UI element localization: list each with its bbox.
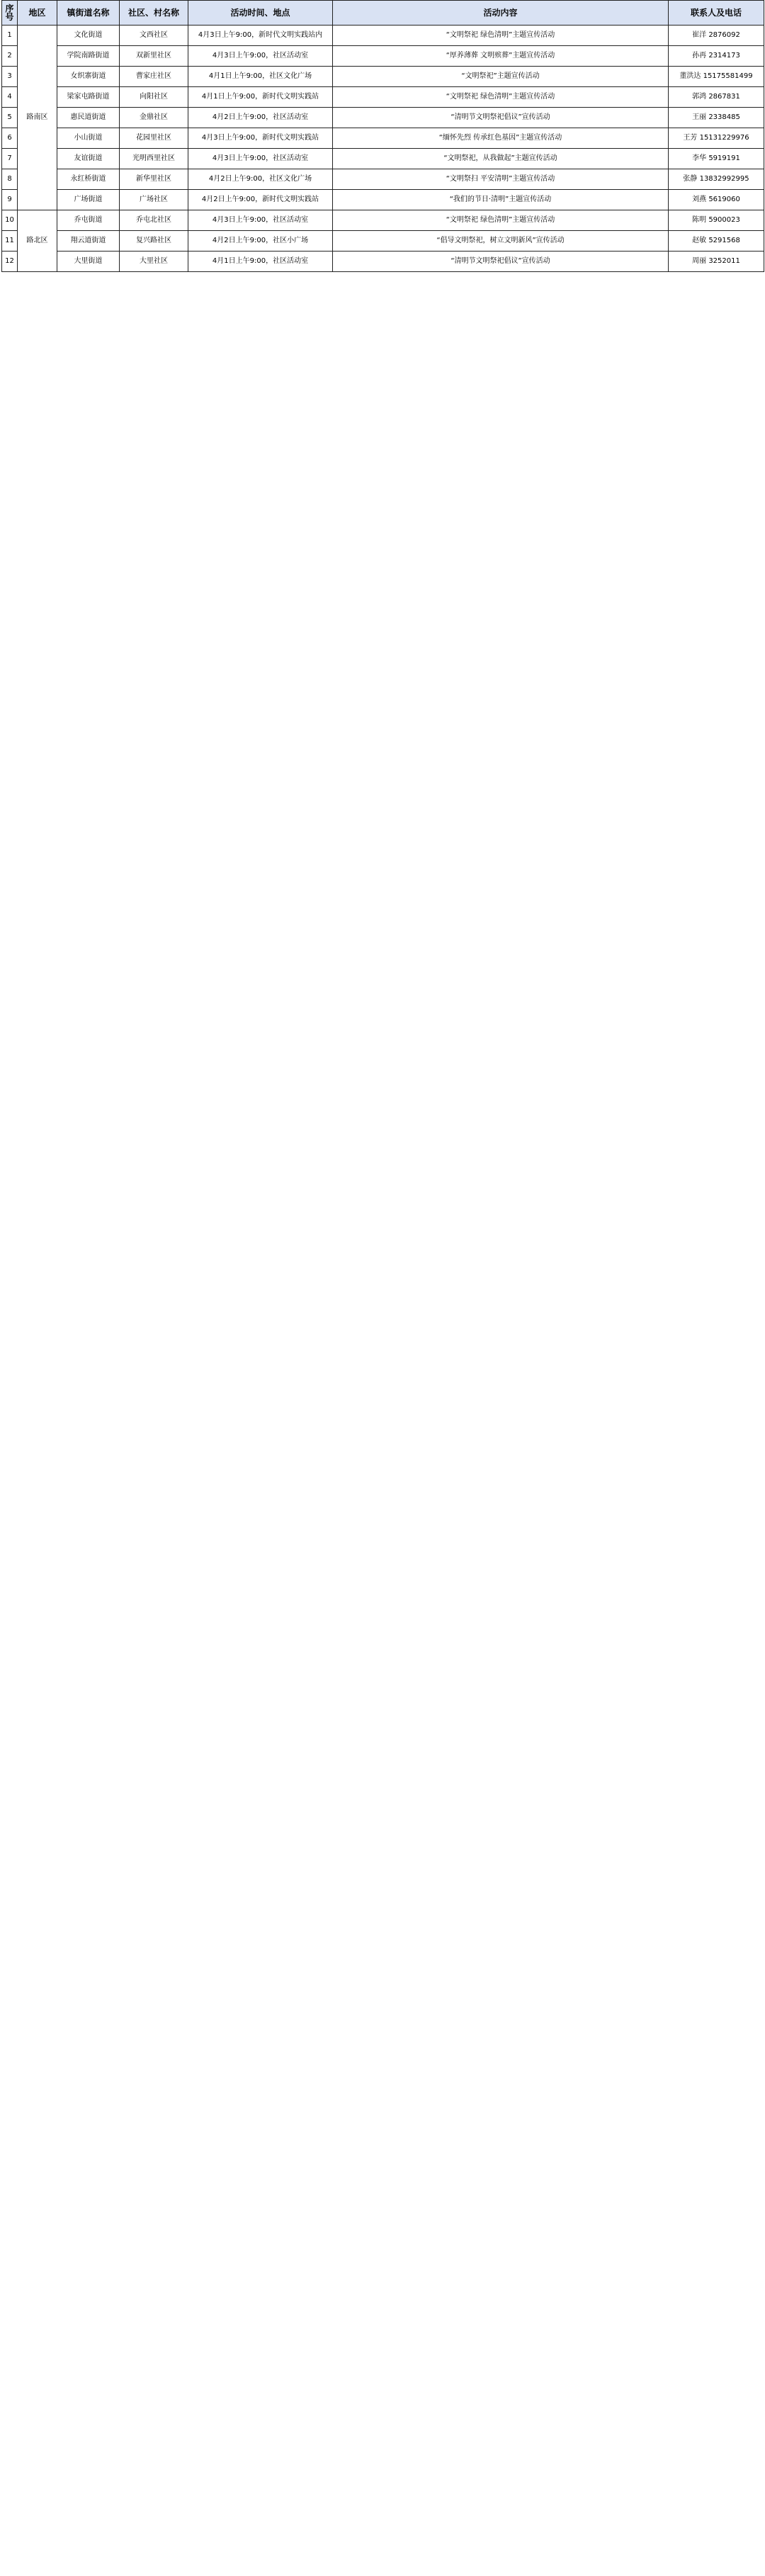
cell-content: “清明节文明祭祀倡议”宣传活动 (333, 252, 669, 272)
cell-time-place: 4月2日上午9:00，新时代文明实践站 (188, 190, 333, 210)
cell-content: “文明祭祀 绿色清明”主题宣传活动 (333, 87, 669, 108)
cell-contact: 崔洋 2876092 (669, 26, 764, 46)
cell-content: “文明祭祀 绿色清明”主题宣传活动 (333, 26, 669, 46)
cell-index: 10 (2, 210, 18, 231)
cell-time-place: 4月1日上午9:00，社区文化广场 (188, 67, 333, 87)
cell-content: “文明祭祀，从我做起”主题宣传活动 (333, 149, 669, 169)
cell-index: 3 (2, 67, 18, 87)
cell-community: 光明西里社区 (120, 149, 188, 169)
header-region: 地区 (18, 1, 57, 26)
cell-street: 惠民道街道 (57, 108, 120, 128)
cell-community: 复兴路社区 (120, 231, 188, 252)
cell-time-place: 4月3日上午9:00，社区活动室 (188, 46, 333, 67)
table-row (2, 128, 764, 149)
header-content: 活动内容 (333, 1, 669, 26)
cell-contact: 王丽 2338485 (669, 108, 764, 128)
header-index: 序号 (2, 1, 18, 26)
table-body (2, 26, 764, 272)
table-row (2, 231, 764, 252)
cell-street: 永红桥街道 (57, 169, 120, 190)
cell-index: 12 (2, 252, 18, 272)
table-row (2, 190, 764, 210)
cell-community: 大里社区 (120, 252, 188, 272)
cell-street: 梁家屯路街道 (57, 87, 120, 108)
cell-street: 乔屯街道 (57, 210, 120, 231)
cell-time-place: 4月3日上午9:00，新时代文明实践站内 (188, 26, 333, 46)
table-row (2, 149, 764, 169)
cell-index: 9 (2, 190, 18, 210)
cell-index: 4 (2, 87, 18, 108)
cell-time-place: 4月2日上午9:00，社区文化广场 (188, 169, 333, 190)
table-row (2, 67, 764, 87)
cell-community: 曹家庄社区 (120, 67, 188, 87)
cell-street: 大里街道 (57, 252, 120, 272)
cell-index: 11 (2, 231, 18, 252)
cell-time-place: 4月3日上午9:00，社区活动室 (188, 149, 333, 169)
cell-index: 6 (2, 128, 18, 149)
cell-content: “缅怀先烈 传承红色基因”主题宣传活动 (333, 128, 669, 149)
cell-community: 广场社区 (120, 190, 188, 210)
cell-community: 新华里社区 (120, 169, 188, 190)
cell-index: 8 (2, 169, 18, 190)
header-street: 镇街道名称 (57, 1, 120, 26)
cell-content: “厚养薄葬 文明殡葬”主题宣传活动 (333, 46, 669, 67)
cell-street: 小山街道 (57, 128, 120, 149)
cell-content: “文明祭祀 绿色清明”主题宣传活动 (333, 210, 669, 231)
header-time-place: 活动时间、地点 (188, 1, 333, 26)
cell-time-place: 4月1日上午9:00，新时代文明实践站 (188, 87, 333, 108)
cell-contact: 张静 13832992995 (669, 169, 764, 190)
cell-time-place: 4月2日上午9:00，社区小广场 (188, 231, 333, 252)
cell-index: 2 (2, 46, 18, 67)
cell-contact: 孙再 2314173 (669, 46, 764, 67)
table-row (2, 87, 764, 108)
cell-contact: 董洪达 15175581499 (669, 67, 764, 87)
cell-community: 花园里社区 (120, 128, 188, 149)
header-contact: 联系人及电话 (669, 1, 764, 26)
cell-contact: 李华 5919191 (669, 149, 764, 169)
cell-index: 5 (2, 108, 18, 128)
cell-contact: 周丽 3252011 (669, 252, 764, 272)
cell-street: 翔云道街道 (57, 231, 120, 252)
cell-community: 金鼎社区 (120, 108, 188, 128)
cell-index: 1 (2, 26, 18, 46)
cell-content: “文明祭祀”主题宣传活动 (333, 67, 669, 87)
table-header-row (2, 1, 764, 26)
cell-content: “倡导文明祭祀，树立文明新风”宣传活动 (333, 231, 669, 252)
cell-contact: 赵敏 5291568 (669, 231, 764, 252)
table-row (2, 46, 764, 67)
cell-time-place: 4月2日上午9:00，社区活动室 (188, 108, 333, 128)
cell-contact: 郭鸿 2867831 (669, 87, 764, 108)
cell-content: “文明祭扫 平安清明”主题宣传活动 (333, 169, 669, 190)
cell-contact: 王芳 15131229976 (669, 128, 764, 149)
table-row (2, 108, 764, 128)
table-row (2, 169, 764, 190)
header-community: 社区、村名称 (120, 1, 188, 26)
cell-index: 7 (2, 149, 18, 169)
cell-contact: 刘燕 5619060 (669, 190, 764, 210)
cell-street: 友谊街道 (57, 149, 120, 169)
cell-time-place: 4月1日上午9:00，社区活动室 (188, 252, 333, 272)
activity-table (1, 0, 764, 272)
cell-content: “我们的节日·清明”主题宣传活动 (333, 190, 669, 210)
cell-street: 广场街道 (57, 190, 120, 210)
cell-community: 乔屯北社区 (120, 210, 188, 231)
cell-street: 女织寨街道 (57, 67, 120, 87)
cell-community: 向阳社区 (120, 87, 188, 108)
cell-community: 双新里社区 (120, 46, 188, 67)
cell-content: “清明节文明祭祀倡议”宣传活动 (333, 108, 669, 128)
table-row (2, 210, 764, 231)
cell-region: 路南区 (18, 26, 57, 210)
table-row (2, 252, 764, 272)
cell-region: 路北区 (18, 210, 57, 272)
cell-street: 学院南路街道 (57, 46, 120, 67)
cell-time-place: 4月3日上午9:00，新时代文明实践站 (188, 128, 333, 149)
table-row (2, 26, 764, 46)
cell-street: 文化街道 (57, 26, 120, 46)
cell-contact: 陈明 5900023 (669, 210, 764, 231)
cell-community: 文西社区 (120, 26, 188, 46)
cell-time-place: 4月3日上午9:00，社区活动室 (188, 210, 333, 231)
